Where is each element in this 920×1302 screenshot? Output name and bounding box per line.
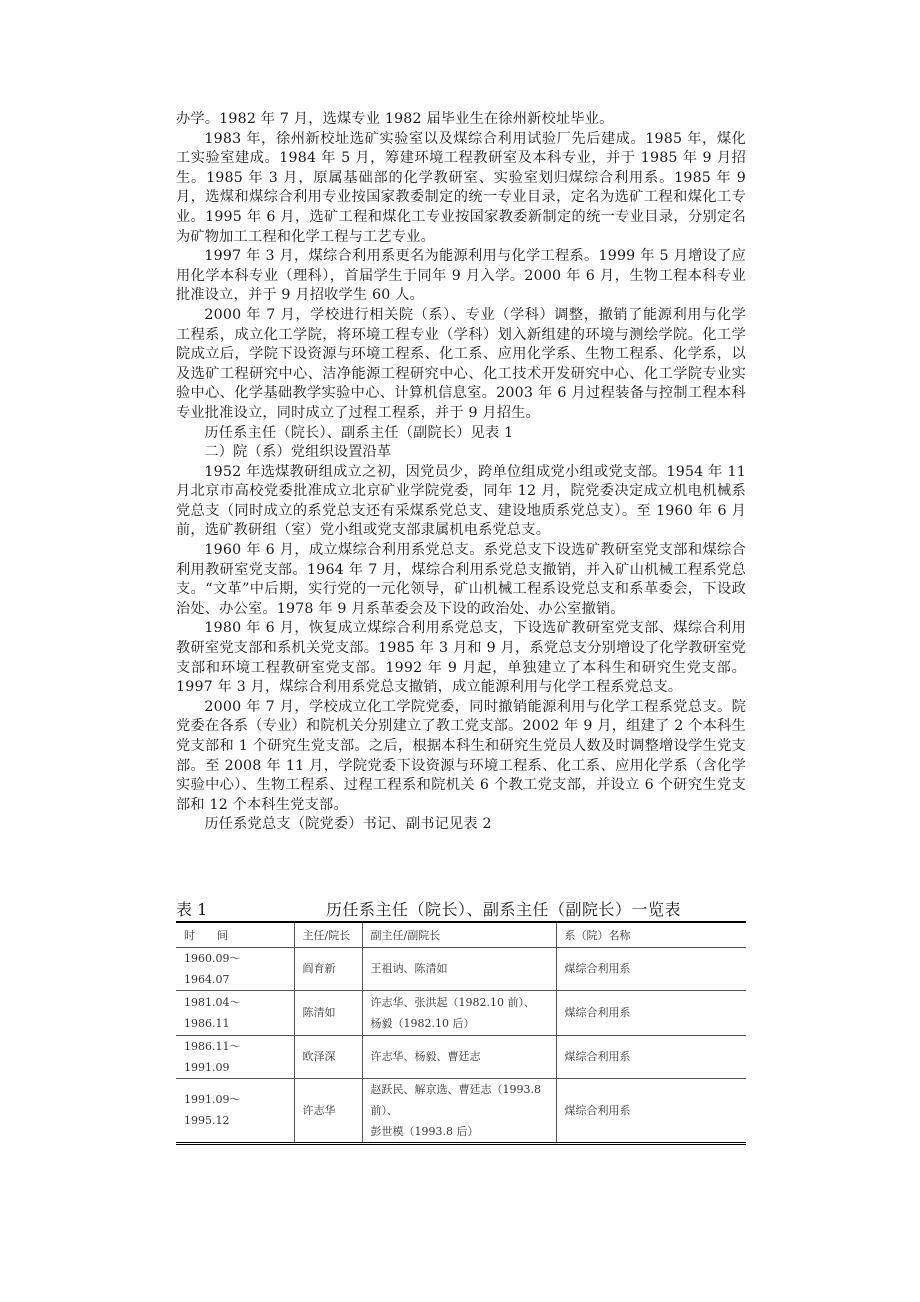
cell-director: 阎育新 (294, 947, 362, 990)
table-header-row (176, 922, 746, 948)
cell-department: 煤综合利用系 (556, 1035, 746, 1078)
spacer (176, 835, 746, 895)
cell-deputy: 王祖讷、陈清如 (362, 947, 556, 990)
deputy-line: 赵跃民、解京选、曹廷志（1993.8 前）、 (370, 1082, 541, 1117)
paragraph: 2000 年 7 月，学校成立化工学院党委，同时撤销能源利用与化学工程系党总支。院党委在各系（专业）和院机关分别建立了教工党支部。2002 年 9 月，组建了 2 个本科生党支部和 1 个研究生党支部。之后，根据本科生和研究生党员人数及时调整增设学生党支部。至 2008 年 11 月，学院党委下设资源与环境工程系、化工系、应用化学系（含化学实验中心）、生物工程系、过程工程系和院机关 6 个教工党支部，并设立 6 个研究生党支部和 12 个本科生党支部。 (176, 698, 746, 813)
cell-period: 1986.11～1991.09 (176, 1035, 294, 1078)
cell-deputy (362, 990, 556, 1035)
cell-director: 欧泽深 (294, 1035, 362, 1078)
paragraph: 1960 年 6 月，成立煤综合利用系党总支。系党总支下设选矿教研室党支部和煤综合利用教研室党支部。1964 年 7 月，煤综合利用系党总支撤销，并入矿山机械工程系党总支。“文革”中后期，实行党的一元化领导，矿山机械工程系设党总支和系革委会，下设政治处、办公室。1978 年 9 月系革委会及下设的政治处、办公室撤销。 (176, 542, 746, 617)
paragraph: 1983 年，徐州新校址选矿实验室以及煤综合利用试验厂先后建成。1985 年，煤化工实验室建成。1984 年 5 月，筹建环境工程教研室及本科专业，并于 1985 年 9 月招生。1985 年 3 月，原属基础部的化学教研室、实验室划归煤综合利用系。1985 年 9 月，选煤和煤综合利用专业按国家教委制定的统一专业目录，定名为选矿工程和煤化工专业。1995 年 6 月，选矿工程和煤化工专业按国家教委新制定的统一专业目录，分别定名为矿物加工工程和化学工程与工艺专业。 (176, 130, 746, 245)
paragraph: 1952 年选煤教研组成立之初，因党员少，跨单位组成党小组或党支部。1954 年 11 月北京市高校党委批准成立北京矿业学院党委，同年 12 月，院党委决定成立机电机械系党总支（同时成立的系党总支还有采煤系党总支、建设地质系党总支）。至 1960 年 6 月前，选矿教研组（室）党小组或党支部隶属机电系党总支。 (176, 463, 746, 539)
section-heading: 二）院（系）党组织设置沿革 (204, 444, 392, 461)
cell-department: 煤综合利用系 (556, 990, 746, 1035)
cell-period: 1981.04～1986.11 (176, 990, 294, 1035)
body-text (176, 110, 746, 835)
header-department: 系（院）名称 (556, 922, 746, 948)
table-caption (176, 899, 746, 921)
table-row (176, 947, 746, 990)
deputy-line: 杨毅（1982.10 后） (370, 1016, 475, 1030)
cell-period: 1991.09～1995.12 (176, 1078, 294, 1143)
deputy-line: 彭世模（1993.8 后） (370, 1124, 479, 1138)
cell-period: 1960.09～1964.07 (176, 947, 294, 990)
paragraph: 1980 年 6 月，恢复成立煤综合利用系党总支，下设选矿教研室党支部、煤综合利用教研室党支部和系机关党支部。1985 年 3 月和 9 月，系党总支分别增设了化学教研室党支部和环境工程教研室党支部。1992 年 9 月起，单独建立了本科生和研究生党支部。1997 年 3 月，煤综合利用系党总支撤销，成立能源利用与化学工程系党总支。 (176, 620, 746, 696)
header-director: 主任/院长 (294, 922, 362, 948)
table-reference: 历任系党总支（院党委）书记、副书记见表 2 (204, 816, 492, 833)
table-row (176, 990, 746, 1035)
cell-director: 陈清如 (294, 990, 362, 1035)
cell-department: 煤综合利用系 (556, 947, 746, 990)
document-page (176, 110, 746, 1145)
table-reference: 历任系主任（院长）、副系主任（副院长）见表 1 (204, 424, 514, 441)
table-row (176, 1078, 746, 1143)
paragraph: 1997 年 3 月，煤综合利用系更名为能源利用与化学工程系。1999 年 5 月增设了应用化学本科专业（理科），首届学生于同年 9 月入学。2000 年 6 月，生物工程本科专业批准设立，并于 9 月招收学生 60 人。 (176, 248, 746, 304)
table-label: 表 1 (176, 899, 208, 919)
header-period: 时 间 (176, 922, 294, 948)
deputy-line: 许志华、张洪起（1982.10 前）、 (370, 995, 535, 1009)
cell-deputy (362, 1078, 556, 1143)
paragraph: 办学。1982 年 7 月，选煤专业 1982 届毕业生在徐州新校址毕业。 (176, 111, 614, 127)
cell-department: 煤综合利用系 (556, 1078, 746, 1143)
cell-director: 许志华 (294, 1078, 362, 1143)
header-deputy: 副主任/副院长 (362, 922, 556, 948)
directors-table (176, 921, 746, 1145)
table-title: 历任系主任（院长）、副系主任（副院长）一览表 (326, 899, 682, 919)
paragraph: 2000 年 7 月，学校进行相关院（系）、专业（学科）调整，撤销了能源利用与化学工程系，成立化工学院，将环境工程专业（学科）划入新组建的环境与测绘学院。化工学院成立后，学院下设资源与环境工程系、化工系、应用化学系、生物工程系、化学系，以及选矿工程研究中心、洁净能源工程研究中心、化工技术开发研究中心、化工学院专业实验中心、化学基础教学实验中心、计算机信息室。2003 年 6 月过程装备与控制工程本科专业批准设立，同时成立了过程工程系，并于 9 月招生。 (176, 306, 746, 421)
table-row (176, 1035, 746, 1078)
cell-deputy: 许志华、杨毅、曹廷志 (362, 1035, 556, 1078)
